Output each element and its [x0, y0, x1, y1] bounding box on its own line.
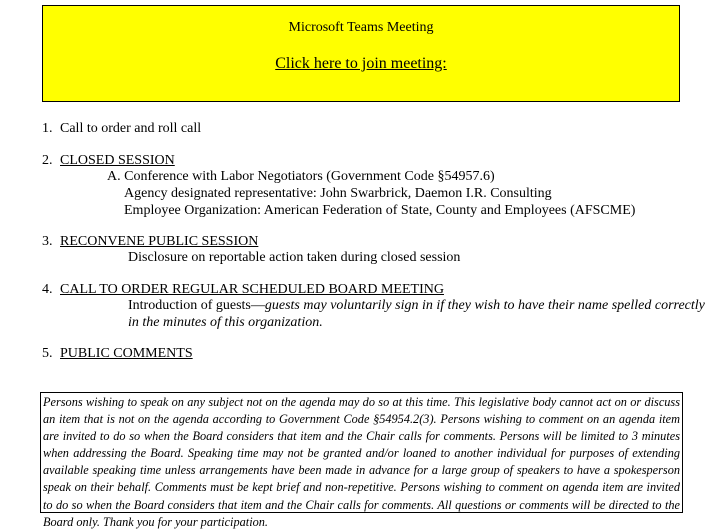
guests-intro-text: Introduction of guests—: [128, 298, 265, 313]
agenda-item-3: [42, 234, 258, 250]
guests-sign-in-continuation: in the minutes of this organization.: [128, 315, 323, 330]
item-title: PUBLIC COMMENTS: [60, 346, 193, 361]
reconvene-detail: Disclosure on reportable action taken during closed session: [128, 250, 461, 265]
sub-a-code: (Government Code §54957.6): [322, 169, 495, 184]
item-number: 2.: [42, 153, 53, 168]
agenda-item-4: [42, 282, 444, 298]
meeting-label: Microsoft Teams Meeting: [288, 20, 434, 35]
join-meeting-link[interactable]: Click here to join meeting:: [275, 55, 447, 72]
agency-representative-line: Agency designated representative: John Swarbrick, Daemon I.R. Consulting: [124, 186, 552, 201]
item-number: 4.: [42, 282, 53, 297]
item-title: RECONVENE PUBLIC SESSION: [60, 234, 259, 249]
sub-a-heading: A. Conference with Labor Negotiators: [107, 169, 323, 184]
public-comment-notice: Persons wishing to speak on any subject not on the agenda may do so at this time. This legislative body cannot act on or discuss an item that is not on the agenda according to Government Code §54954.2(3). Persons wishing to comment on an agenda item are invited to do so when the Board considers that item and the Chair calls for comments. Persons will be limited to 3 minutes when addressing the Board. Speaking time may not be granted and/or loaned to another individual for purposes of extending available speaking time unless arrangements have been made in advance for a large group of speakers to have a spokesperson speak on their behalf. Comments must be kept brief and non-repetitive. Persons wishing to comment on agenda item are invited to do so when the Board considers that item and the Chair calls for comments. All questions or comments will be directed to the Board only. Thank you for your participation.: [40, 392, 683, 513]
teams-meeting-banner: [42, 5, 680, 102]
item-number: 3.: [42, 234, 53, 249]
agenda-item-2: [42, 153, 175, 169]
item-title: CALL TO ORDER REGULAR SCHEDULED BOARD MEETING: [60, 282, 444, 297]
item-title: Call to order and roll call: [60, 121, 202, 136]
employee-organization-line: Employee Organization: American Federation of State, County and Employees (AFSCME): [124, 203, 636, 218]
closed-session-sub-a: [107, 169, 495, 185]
item-number: 1.: [42, 121, 53, 136]
guests-introduction-line: [128, 298, 705, 314]
agenda-item-1: [42, 121, 201, 137]
item-title: CLOSED SESSION: [60, 153, 175, 168]
item-number: 5.: [42, 346, 53, 361]
guests-sign-in-text: guests may voluntarily sign in if they wish to have their name spelled correctly: [264, 298, 705, 313]
agenda-item-5: [42, 346, 193, 362]
